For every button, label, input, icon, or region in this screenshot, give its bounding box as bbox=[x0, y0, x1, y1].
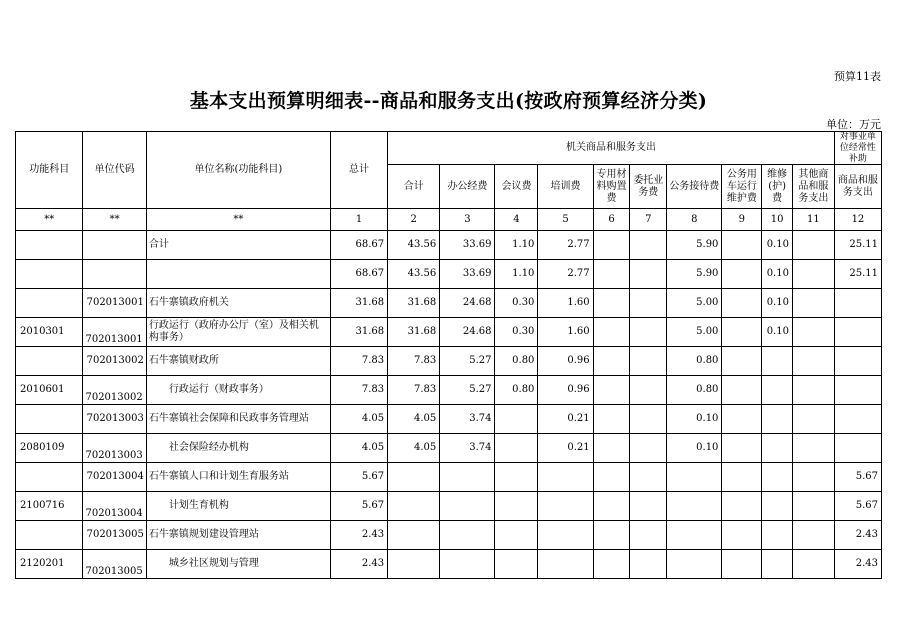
cell-value bbox=[593, 521, 630, 550]
cell-value: 2.43 bbox=[834, 550, 881, 579]
cell-value: 31.68 bbox=[330, 289, 387, 318]
cell-unit-name: 城乡社区规划与管理 bbox=[146, 550, 330, 579]
cell-func-subject bbox=[16, 521, 83, 550]
cell-value bbox=[495, 521, 538, 550]
cell-value bbox=[495, 405, 538, 434]
header-sub: 公务用车运行维护费 bbox=[722, 165, 762, 209]
cell-value: 5.90 bbox=[667, 231, 722, 260]
cell-func-subject: 2010301 bbox=[16, 318, 83, 347]
cell-unit-code: 702013002 bbox=[83, 347, 146, 376]
header-sub: 办公经费 bbox=[440, 165, 495, 209]
cell-value bbox=[630, 289, 667, 318]
cell-value bbox=[792, 463, 834, 492]
cell-value bbox=[630, 347, 667, 376]
cell-value: 5.90 bbox=[667, 260, 722, 289]
header-sub: 委托业务费 bbox=[630, 165, 667, 209]
cell-value bbox=[538, 521, 593, 550]
cell-value bbox=[722, 434, 762, 463]
table-row bbox=[16, 347, 882, 376]
cell-value: 1.60 bbox=[538, 289, 593, 318]
cell-value bbox=[495, 492, 538, 521]
cell-value: 7.83 bbox=[330, 347, 387, 376]
cell-unit-code: 702013005 bbox=[83, 550, 146, 579]
cell-value bbox=[792, 289, 834, 318]
cell-value bbox=[440, 492, 495, 521]
cell-value bbox=[538, 463, 593, 492]
cell-func-subject bbox=[16, 289, 83, 318]
cell-value bbox=[834, 434, 881, 463]
cell-value bbox=[667, 550, 722, 579]
cell-value: 7.83 bbox=[330, 376, 387, 405]
table-row bbox=[16, 492, 882, 521]
header-func-subject: 功能科目 bbox=[16, 132, 83, 209]
cell-func-subject bbox=[16, 463, 83, 492]
cell-value bbox=[630, 318, 667, 347]
cell-value: 0.10 bbox=[762, 318, 793, 347]
cell-func-subject bbox=[16, 260, 83, 289]
marker-cell: ** bbox=[83, 209, 146, 231]
header-org-group: 机关商品和服务支出 bbox=[388, 132, 835, 165]
cell-value bbox=[388, 463, 440, 492]
cell-func-subject: 2080109 bbox=[16, 434, 83, 463]
cell-value bbox=[440, 521, 495, 550]
header-sub: 会议费 bbox=[495, 165, 538, 209]
cell-value bbox=[593, 376, 630, 405]
cell-value bbox=[834, 289, 881, 318]
cell-value bbox=[722, 318, 762, 347]
cell-value bbox=[762, 347, 793, 376]
cell-value: 5.67 bbox=[330, 463, 387, 492]
cell-value: 0.80 bbox=[667, 347, 722, 376]
cell-value bbox=[762, 492, 793, 521]
table-row bbox=[16, 550, 882, 579]
cell-value bbox=[593, 318, 630, 347]
cell-unit-code: 702013001 bbox=[83, 289, 146, 318]
cell-value: 31.68 bbox=[388, 289, 440, 318]
cell-value: 0.10 bbox=[762, 231, 793, 260]
column-number: 6 bbox=[593, 209, 630, 231]
cell-value bbox=[495, 550, 538, 579]
cell-value: 25.11 bbox=[834, 231, 881, 260]
cell-unit-name: 石牛寨镇政府机关 bbox=[146, 289, 330, 318]
cell-value: 0.30 bbox=[495, 289, 538, 318]
header-sub: 专用材料购置费 bbox=[593, 165, 630, 209]
cell-value: 24.68 bbox=[440, 318, 495, 347]
cell-value: 68.67 bbox=[330, 231, 387, 260]
cell-unit-name: 石牛寨镇人口和计划生育服务站 bbox=[146, 463, 330, 492]
table-row bbox=[16, 260, 882, 289]
cell-value: 0.80 bbox=[667, 376, 722, 405]
cell-value: 7.83 bbox=[388, 347, 440, 376]
cell-value: 7.83 bbox=[388, 376, 440, 405]
table-row bbox=[16, 521, 882, 550]
cell-value: 5.00 bbox=[667, 289, 722, 318]
table-row bbox=[16, 318, 882, 347]
cell-value: 5.67 bbox=[834, 463, 881, 492]
table-row bbox=[16, 289, 882, 318]
cell-value: 0.80 bbox=[495, 376, 538, 405]
cell-value bbox=[722, 376, 762, 405]
cell-value: 68.67 bbox=[330, 260, 387, 289]
cell-value: 5.67 bbox=[834, 492, 881, 521]
cell-unit-code: 702013005 bbox=[83, 521, 146, 550]
cell-value: 2.43 bbox=[330, 550, 387, 579]
cell-value bbox=[792, 376, 834, 405]
header-subsidy-group: 对事业单位经常性补助 bbox=[834, 132, 881, 165]
cell-value bbox=[495, 463, 538, 492]
cell-value bbox=[593, 347, 630, 376]
cell-unit-code: 702013004 bbox=[83, 492, 146, 521]
cell-value: 0.10 bbox=[762, 289, 793, 318]
cell-value bbox=[722, 550, 762, 579]
column-number: 7 bbox=[630, 209, 667, 231]
cell-value: 0.80 bbox=[495, 347, 538, 376]
cell-value: 1.10 bbox=[495, 260, 538, 289]
cell-value bbox=[722, 405, 762, 434]
column-number: 4 bbox=[495, 209, 538, 231]
cell-unit-code: 702013003 bbox=[83, 405, 146, 434]
cell-value bbox=[538, 550, 593, 579]
header-sub: 其他商品和服务支出 bbox=[792, 165, 834, 209]
column-number: 1 bbox=[330, 209, 387, 231]
cell-value: 24.68 bbox=[440, 289, 495, 318]
cell-value bbox=[667, 492, 722, 521]
cell-value bbox=[792, 347, 834, 376]
cell-value bbox=[388, 492, 440, 521]
cell-value bbox=[722, 289, 762, 318]
column-number: 5 bbox=[538, 209, 593, 231]
cell-value: 3.74 bbox=[440, 434, 495, 463]
cell-value bbox=[762, 521, 793, 550]
cell-func-subject bbox=[16, 347, 83, 376]
cell-value bbox=[630, 521, 667, 550]
cell-value: 0.96 bbox=[538, 347, 593, 376]
cell-value: 43.56 bbox=[388, 260, 440, 289]
cell-value: 0.10 bbox=[667, 434, 722, 463]
cell-value: 4.05 bbox=[330, 434, 387, 463]
cell-unit-code bbox=[83, 231, 146, 260]
cell-unit-name: 石牛寨镇社会保障和民政事务管理站 bbox=[146, 405, 330, 434]
cell-value: 0.10 bbox=[762, 260, 793, 289]
budget-table bbox=[15, 131, 882, 579]
header-sub: 维修(护)费 bbox=[762, 165, 793, 209]
cell-unit-name bbox=[146, 260, 330, 289]
cell-func-subject bbox=[16, 231, 83, 260]
cell-value: 0.96 bbox=[538, 376, 593, 405]
cell-value: 5.67 bbox=[330, 492, 387, 521]
cell-value bbox=[495, 434, 538, 463]
cell-value: 1.60 bbox=[538, 318, 593, 347]
cell-value bbox=[667, 463, 722, 492]
cell-value: 0.21 bbox=[538, 434, 593, 463]
cell-value: 33.69 bbox=[440, 231, 495, 260]
cell-value bbox=[834, 405, 881, 434]
form-number: 预算11表 bbox=[834, 70, 881, 83]
cell-value: 0.21 bbox=[538, 405, 593, 434]
cell-value bbox=[762, 550, 793, 579]
cell-value bbox=[667, 521, 722, 550]
cell-value bbox=[792, 231, 834, 260]
cell-value bbox=[722, 521, 762, 550]
header-sub: 公务接待费 bbox=[667, 165, 722, 209]
cell-unit-code: 702013001 bbox=[83, 318, 146, 347]
cell-value: 4.05 bbox=[388, 405, 440, 434]
cell-value bbox=[834, 347, 881, 376]
cell-value bbox=[762, 463, 793, 492]
cell-value bbox=[792, 492, 834, 521]
cell-value bbox=[630, 260, 667, 289]
cell-value bbox=[792, 318, 834, 347]
cell-value bbox=[630, 550, 667, 579]
cell-value: 25.11 bbox=[834, 260, 881, 289]
cell-value bbox=[593, 405, 630, 434]
cell-unit-code: 702013003 bbox=[83, 434, 146, 463]
cell-value: 2.77 bbox=[538, 260, 593, 289]
cell-value bbox=[630, 405, 667, 434]
cell-unit-name: 计划生育机构 bbox=[146, 492, 330, 521]
cell-value: 2.43 bbox=[834, 521, 881, 550]
column-number: 8 bbox=[667, 209, 722, 231]
cell-value: 0.30 bbox=[495, 318, 538, 347]
cell-func-subject: 2100716 bbox=[16, 492, 83, 521]
column-number: 2 bbox=[388, 209, 440, 231]
cell-value bbox=[722, 260, 762, 289]
cell-value bbox=[762, 376, 793, 405]
cell-unit-name: 合计 bbox=[146, 231, 330, 260]
cell-value bbox=[593, 463, 630, 492]
cell-value: 2.43 bbox=[330, 521, 387, 550]
column-number: 3 bbox=[440, 209, 495, 231]
cell-value bbox=[630, 376, 667, 405]
cell-value bbox=[722, 463, 762, 492]
cell-value bbox=[593, 492, 630, 521]
cell-value bbox=[630, 492, 667, 521]
cell-value bbox=[388, 550, 440, 579]
table-row bbox=[16, 434, 882, 463]
cell-value bbox=[722, 231, 762, 260]
cell-func-subject bbox=[16, 405, 83, 434]
header-unit-code: 单位代码 bbox=[83, 132, 146, 209]
table-row bbox=[16, 463, 882, 492]
cell-value bbox=[630, 463, 667, 492]
column-number: 10 bbox=[762, 209, 793, 231]
cell-value: 4.05 bbox=[388, 434, 440, 463]
table-row bbox=[16, 231, 882, 260]
cell-value bbox=[792, 260, 834, 289]
header-unit-name: 单位名称(功能科目) bbox=[146, 132, 330, 209]
cell-value bbox=[762, 434, 793, 463]
header-total: 总计 bbox=[330, 132, 387, 209]
cell-value: 5.27 bbox=[440, 376, 495, 405]
cell-func-subject: 2010601 bbox=[16, 376, 83, 405]
cell-value bbox=[388, 521, 440, 550]
cell-value: 1.10 bbox=[495, 231, 538, 260]
cell-unit-name: 社会保险经办机构 bbox=[146, 434, 330, 463]
cell-unit-name: 石牛寨镇规划建设管理站 bbox=[146, 521, 330, 550]
table-row bbox=[16, 405, 882, 434]
cell-value bbox=[792, 521, 834, 550]
cell-unit-code bbox=[83, 260, 146, 289]
cell-value bbox=[593, 260, 630, 289]
header-sub: 合计 bbox=[388, 165, 440, 209]
cell-value: 3.74 bbox=[440, 405, 495, 434]
cell-value: 31.68 bbox=[388, 318, 440, 347]
header-sub: 培训费 bbox=[538, 165, 593, 209]
cell-value: 5.00 bbox=[667, 318, 722, 347]
table-row bbox=[16, 376, 882, 405]
cell-value bbox=[834, 318, 881, 347]
cell-unit-code: 702013004 bbox=[83, 463, 146, 492]
cell-value: 31.68 bbox=[330, 318, 387, 347]
cell-value bbox=[593, 231, 630, 260]
cell-value bbox=[792, 550, 834, 579]
cell-value: 33.69 bbox=[440, 260, 495, 289]
cell-value bbox=[440, 463, 495, 492]
cell-unit-name: 石牛寨镇财政所 bbox=[146, 347, 330, 376]
unit-label: 单位：万元 bbox=[826, 118, 881, 131]
cell-value bbox=[593, 289, 630, 318]
column-number: 12 bbox=[834, 209, 881, 231]
cell-value bbox=[593, 434, 630, 463]
cell-value bbox=[762, 405, 793, 434]
column-number: 9 bbox=[722, 209, 762, 231]
cell-value bbox=[834, 376, 881, 405]
cell-unit-name: 行政运行（政府办公厅（室）及相关机构事务） bbox=[146, 318, 330, 347]
cell-value bbox=[538, 492, 593, 521]
cell-func-subject: 2120201 bbox=[16, 550, 83, 579]
cell-value bbox=[792, 405, 834, 434]
cell-unit-code: 702013002 bbox=[83, 376, 146, 405]
cell-value: 4.05 bbox=[330, 405, 387, 434]
cell-value bbox=[722, 492, 762, 521]
cell-value bbox=[630, 231, 667, 260]
cell-value: 2.77 bbox=[538, 231, 593, 260]
cell-value: 43.56 bbox=[388, 231, 440, 260]
page-title: 基本支出预算明细表--商品和服务支出(按政府预算经济分类) bbox=[189, 90, 708, 112]
cell-value bbox=[630, 434, 667, 463]
header-sub: 商品和服务支出 bbox=[834, 165, 881, 209]
cell-unit-name: 行政运行（财政事务） bbox=[146, 376, 330, 405]
marker-cell: ** bbox=[16, 209, 83, 231]
cell-value: 5.27 bbox=[440, 347, 495, 376]
cell-value bbox=[593, 550, 630, 579]
cell-value bbox=[440, 550, 495, 579]
cell-value: 0.10 bbox=[667, 405, 722, 434]
cell-value bbox=[722, 347, 762, 376]
column-number: 11 bbox=[792, 209, 834, 231]
cell-value bbox=[792, 434, 834, 463]
marker-cell: ** bbox=[146, 209, 330, 231]
